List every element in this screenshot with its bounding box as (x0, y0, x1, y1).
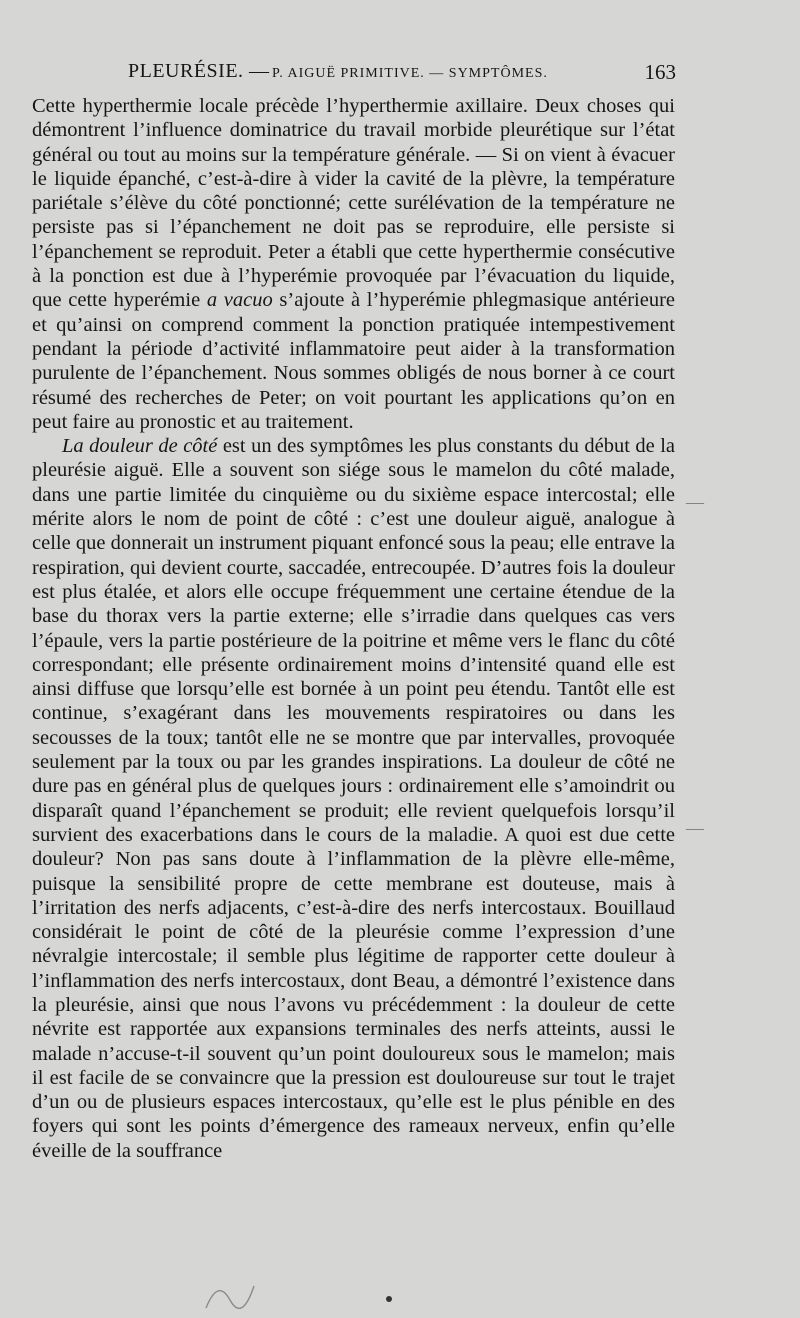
ink-dot (386, 1296, 392, 1302)
header-title: PLEURÉSIE. — (128, 60, 270, 82)
margin-mark: — (686, 492, 704, 512)
text-run: est un des symptômes les plus constants du début de la pleurésie aiguë. Elle a souvent son siége sous le mamelon du côté malade, dans une partie limitée du cinquième ou du sixième espace intercostal; elle mérite alors le nom de point de côté : c’est une douleur aiguë, analogue à celle que donnerait un instrument piquant enfoncé sous la peau; elle entrave la respiration, qui devient courte, saccadée, entrecoupée. D’autres fois la douleur est plus étalée, et alors elle occupe fréquemment une certaine étendue de la base du thorax vers la partie externe; elle s’irradie dans quelques cas vers l’épaule, vers la partie postérieure de la poitrine et même vers le flanc du côté correspondant; elle présente ordinairement moins d’intensité quand elle est ainsi diffuse que lorsqu’elle est bornée à un point peu étendu. Tantôt elle est continue, s’exagérant dans les mouvements respiratoires ou dans les secousses de la toux; tantôt elle ne se montre que par intervalles, provoquée seulement par la toux ou par les grandes inspirations. La douleur de côté ne dure pas en général plus de quelques jours : ordinairement elle s’amoindrit ou disparaît quand l’épanchement se produit; elle revient quelquefois lorsqu’il survient des exacerbations dans le cours de la maladie. A quoi est due cette douleur? Non pas sans doute à l’inflammation de la plèvre elle-même, puisque la sensibilité propre de cette membrane est douteuse, mais à l’irritation des nerfs adjacents, c’est-à-dire des nerfs intercostaux. Bouillaud considérait le point de côté de la pleurésie comme l’expression d’une névralgie intercostale; il semble plus légitime de rapporter cette douleur à l’inflammation des nerfs intercostaux, dont Beau, a démontré l’existence dans la pleurésie, ainsi que nous l’avons vu précédemment : la douleur de cette névrite est rapportée aux expansions terminales des nerfs atteints, aussi le malade n’accuse-t-il souvent qu’un point douloureux sous le mamelon; mais il est facile de se convaincre que la pression est douloureuse sur tout le trajet d’un ou de plusieurs espaces intercostaux, qu’elle est le plus pénible en des foyers qui sont les points d’émergence des rameaux nerveux, enfin qu’elle éveille de la souffrance (32, 435, 675, 1162)
margin-mark: — (686, 818, 704, 838)
body-text (32, 94, 675, 1163)
paragraph (32, 434, 675, 1163)
paragraph (32, 94, 675, 434)
text-run: Cette hyperthermie locale précède l’hyperthermie axillaire. Deux choses qui démontrent l’influence dominatrice du travail morbide pleurétique sur l’état général ou tout au moins sur la température générale. — Si on vient à évacuer le liquide épanché, c’est-à-dire à vider la cavité de la plèvre, la température pariétale s’élève du côté ponctionné; cette surélévation de la température ne persiste pas si l’épanchement ne doit pas se reproduire, elle persiste si l’épanchement se reproduit. Peter a établi que cette hyperthermie consécutive à la ponction est due à l’hyperémie provoquée par l’évacuation du liquide, que cette hyperémie (32, 95, 675, 312)
pencil-scribble (196, 1268, 276, 1318)
text-run: s’ajoute à l’hyperémie phlegmasique antérieure et qu’ainsi on comprend comment la ponction pratiquée intempestivement pendant la période d’activité inflammatoire peut aider à la transformation purulente de l’épanchement. Nous sommes obligés de nous borner à ce court résumé des recherches de Peter; on voit pourtant les applications qu’on en peut faire au pronostic et au traitement. (32, 289, 675, 433)
running-header (32, 58, 680, 88)
italic-text: a vacuo (206, 289, 273, 312)
italic-text: La douleur de côté (62, 435, 218, 458)
page-number: 163 (644, 60, 676, 84)
header-subtitle: P. AIGUË PRIMITIVE. — SYMPTÔMES. (272, 66, 548, 81)
